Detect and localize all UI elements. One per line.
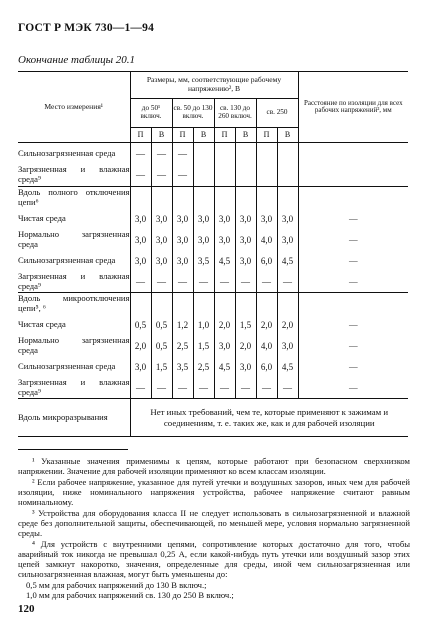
value-cell: 3,0: [235, 251, 256, 272]
value-cell: 6,0: [256, 357, 277, 378]
sub-header: В: [151, 128, 172, 143]
value-cell: [151, 293, 172, 315]
value-cell: 3,0: [172, 230, 193, 251]
creepage-cell: —: [348, 340, 358, 351]
value-cell: 4,5: [214, 357, 235, 378]
value-cell: 3,0: [214, 209, 235, 230]
footnotes: [18, 449, 410, 600]
value-cell: —: [277, 378, 298, 399]
value-cell: [172, 187, 193, 209]
value-cell: 3,0: [130, 251, 151, 272]
value-cell: —: [256, 272, 277, 293]
value-cell: 2,5: [193, 357, 214, 378]
value-cell: [172, 293, 193, 315]
range-header: св. 130 до 260 включ.: [214, 99, 256, 128]
value-cell: 0,5: [130, 315, 151, 336]
value-cell: 2,5: [172, 336, 193, 357]
row-label: Чистая среда: [18, 209, 130, 230]
document-header: ГОСТ Р МЭК 730—1—94: [18, 22, 155, 34]
clearance-table: [18, 71, 408, 437]
table-row: [18, 251, 408, 272]
table-body: [18, 143, 408, 437]
value-cell: [130, 187, 151, 209]
table-row: [18, 357, 408, 378]
footnote: ² Если рабочее напряжение, указанное для путей утечки и воздушных зазоров, иных чем для рабочей изоляции, ниже номинального напряжения устройства, рабочее напряжение считают равным номинальному.: [18, 476, 410, 508]
value-cell: —: [130, 272, 151, 293]
value-cell: —: [193, 378, 214, 399]
value-cell: 6,0: [256, 251, 277, 272]
value-cell: —: [172, 378, 193, 399]
value-cell: —: [130, 165, 151, 187]
value-cell: 2,0: [277, 315, 298, 336]
value-cell: [277, 143, 298, 165]
value-cell: —: [214, 378, 235, 399]
value-cell: [256, 293, 277, 315]
creepage-cell: —: [348, 255, 358, 266]
header-location: Место измерения¹: [18, 72, 130, 143]
value-cell: —: [172, 143, 193, 165]
value-cell: 4,5: [214, 251, 235, 272]
row-label: Загрязненная и влажная среда⁹: [18, 165, 130, 187]
value-cell: 3,5: [193, 251, 214, 272]
row-label: Вдоль микроотключения цепи⁵, ⁶: [18, 292, 130, 313]
value-cell: 2,0: [130, 336, 151, 357]
value-cell: —: [130, 143, 151, 165]
creepage-cell: [298, 293, 408, 315]
creepage-cell: [298, 143, 408, 165]
value-cell: [256, 187, 277, 209]
row-note: Нет иных требований, чем те, которые применяют к зажимам и соединениям, т. е. таких же, как и для рабочей изоляции: [130, 399, 408, 437]
creepage-cell: —: [348, 213, 358, 224]
value-cell: 3,0: [235, 230, 256, 251]
value-cell: 1,0: [193, 315, 214, 336]
row-label: Вдоль полного отключения цепи⁶: [18, 186, 130, 207]
table-row: [18, 187, 408, 209]
table-row: [18, 378, 408, 399]
value-cell: 3,0: [235, 357, 256, 378]
creepage-cell: —: [348, 319, 358, 330]
value-cell: —: [151, 378, 172, 399]
table-row: [18, 293, 408, 315]
table-caption: Окончание таблицы 20.1: [18, 54, 136, 66]
value-cell: —: [256, 378, 277, 399]
header-creepage: Расстояние по изоляции для всех рабочих напряжений², мм: [298, 72, 408, 143]
row-label: Сильнозагрязненная среда: [18, 357, 130, 378]
row-label: Вдоль микроразрывания: [18, 399, 130, 437]
value-cell: —: [172, 272, 193, 293]
value-cell: 2,0: [235, 336, 256, 357]
value-cell: [214, 143, 235, 165]
value-cell: 3,0: [172, 209, 193, 230]
sub-header: П: [214, 128, 235, 143]
sub-header: П: [256, 128, 277, 143]
value-cell: —: [172, 165, 193, 187]
value-cell: [214, 293, 235, 315]
value-cell: 3,0: [193, 230, 214, 251]
value-cell: 3,0: [151, 251, 172, 272]
row-label: Нормально загрязненная среда: [18, 335, 130, 355]
sub-header: В: [235, 128, 256, 143]
table-row: [18, 399, 408, 437]
creepage-cell: —: [298, 378, 408, 399]
value-cell: 3,0: [256, 209, 277, 230]
table-row: [18, 143, 408, 165]
value-cell: [277, 165, 298, 187]
value-cell: [151, 187, 172, 209]
page-number: 120: [18, 603, 35, 615]
range-header: св. 50 до 130 включ.: [172, 99, 214, 128]
value-cell: 4,0: [256, 336, 277, 357]
value-cell: —: [130, 378, 151, 399]
range-header: до 50¹ включ.: [130, 99, 172, 128]
value-cell: 4,0: [256, 230, 277, 251]
row-label: Загрязненная и влажная среда⁹: [18, 270, 130, 291]
creepage-cell: [298, 165, 408, 187]
value-cell: 3,0: [277, 230, 298, 251]
value-cell: [193, 187, 214, 209]
range-header: св. 250: [256, 99, 298, 128]
value-cell: [277, 187, 298, 209]
creepage-cell: —: [348, 234, 358, 245]
row-label: Нормально загрязненная среда: [18, 229, 130, 249]
value-cell: 4,5: [277, 357, 298, 378]
value-cell: [256, 143, 277, 165]
table-row: [18, 272, 408, 293]
value-cell: 3,5: [172, 357, 193, 378]
value-cell: 3,0: [130, 230, 151, 251]
value-cell: 3,0: [130, 209, 151, 230]
value-cell: 0,5: [151, 336, 172, 357]
value-cell: 4,5: [277, 251, 298, 272]
sub-header: П: [130, 128, 151, 143]
value-cell: [193, 143, 214, 165]
value-cell: 3,0: [214, 230, 235, 251]
value-cell: 3,0: [214, 336, 235, 357]
value-cell: [235, 165, 256, 187]
value-cell: —: [277, 272, 298, 293]
value-cell: —: [235, 272, 256, 293]
value-cell: 3,0: [151, 209, 172, 230]
value-cell: [130, 293, 151, 315]
value-cell: 3,0: [193, 209, 214, 230]
value-cell: 3,0: [130, 357, 151, 378]
value-cell: [214, 165, 235, 187]
table-row: [18, 315, 408, 336]
value-cell: 2,0: [214, 315, 235, 336]
value-cell: 1,5: [235, 315, 256, 336]
value-cell: [235, 293, 256, 315]
value-cell: [193, 293, 214, 315]
value-cell: 3,0: [277, 336, 298, 357]
creepage-cell: —: [298, 272, 408, 293]
table-row: [18, 230, 408, 251]
value-cell: —: [151, 143, 172, 165]
footnote: ¹ Указанные значения применимы к цепям, которые работают при безопасном сверхнизком напряжении. Значение для рабочей изоляции применяют ко всем классам изоляции.: [18, 456, 410, 477]
value-cell: [277, 293, 298, 315]
sub-header: П: [172, 128, 193, 143]
sub-header: В: [193, 128, 214, 143]
value-cell: 3,0: [235, 209, 256, 230]
value-cell: 3,0: [172, 251, 193, 272]
value-cell: 1,5: [151, 357, 172, 378]
row-label: Чистая среда: [18, 315, 130, 336]
row-label: Загрязненная и влажная среда⁹: [18, 376, 130, 397]
value-cell: —: [235, 378, 256, 399]
value-cell: 1,2: [172, 315, 193, 336]
footnote: 0,5 мм для рабочих напряжений до 130 В включ.;: [26, 579, 207, 590]
value-cell: [214, 187, 235, 209]
value-cell: —: [151, 272, 172, 293]
table-row: [18, 209, 408, 230]
value-cell: —: [151, 165, 172, 187]
value-cell: 3,0: [151, 230, 172, 251]
value-cell: 3,0: [277, 209, 298, 230]
value-cell: —: [193, 272, 214, 293]
footnote-rule: [18, 449, 128, 450]
value-cell: 1,5: [193, 336, 214, 357]
value-cell: [235, 143, 256, 165]
footnote: ⁴ Для устройств с внутренними цепями, сопротивление которых достаточно для того, чтобы аварийный ток никогда не превышал 0,25 А, если какой-нибудь путь утечки или воздушный зазор этих цепей замкнут накоротко, значения, определенные для среды, иной чем сильнозагрязненная или сильнозагрязненная влажная, могут быть уменьшены до:: [18, 538, 410, 580]
value-cell: [256, 165, 277, 187]
creepage-cell: [298, 187, 408, 209]
footnote: 1,0 мм для рабочих напряжений св. 130 до 250 В включ.;: [26, 590, 234, 601]
sub-header: В: [277, 128, 298, 143]
value-cell: 2,0: [256, 315, 277, 336]
value-cell: —: [214, 272, 235, 293]
table-row: [18, 336, 408, 357]
value-cell: 0,5: [151, 315, 172, 336]
row-label: Сильнозагрязненная среда: [18, 251, 130, 272]
header-sizes: Размеры, мм, соответствующие рабочему напряжению², В: [130, 72, 298, 99]
row-label: Сильнозагрязненная среда: [18, 143, 130, 165]
value-cell: [235, 187, 256, 209]
value-cell: [193, 165, 214, 187]
table-row: [18, 165, 408, 187]
footnote: ³ Устройства для оборудования класса II не следует использовать в сильнозагрязненной и влажной среде без дополнительной защиты, обеспечивающей, по меньшей мере, условия нормально загрязненной среды.: [18, 507, 410, 539]
creepage-cell: —: [348, 361, 358, 372]
